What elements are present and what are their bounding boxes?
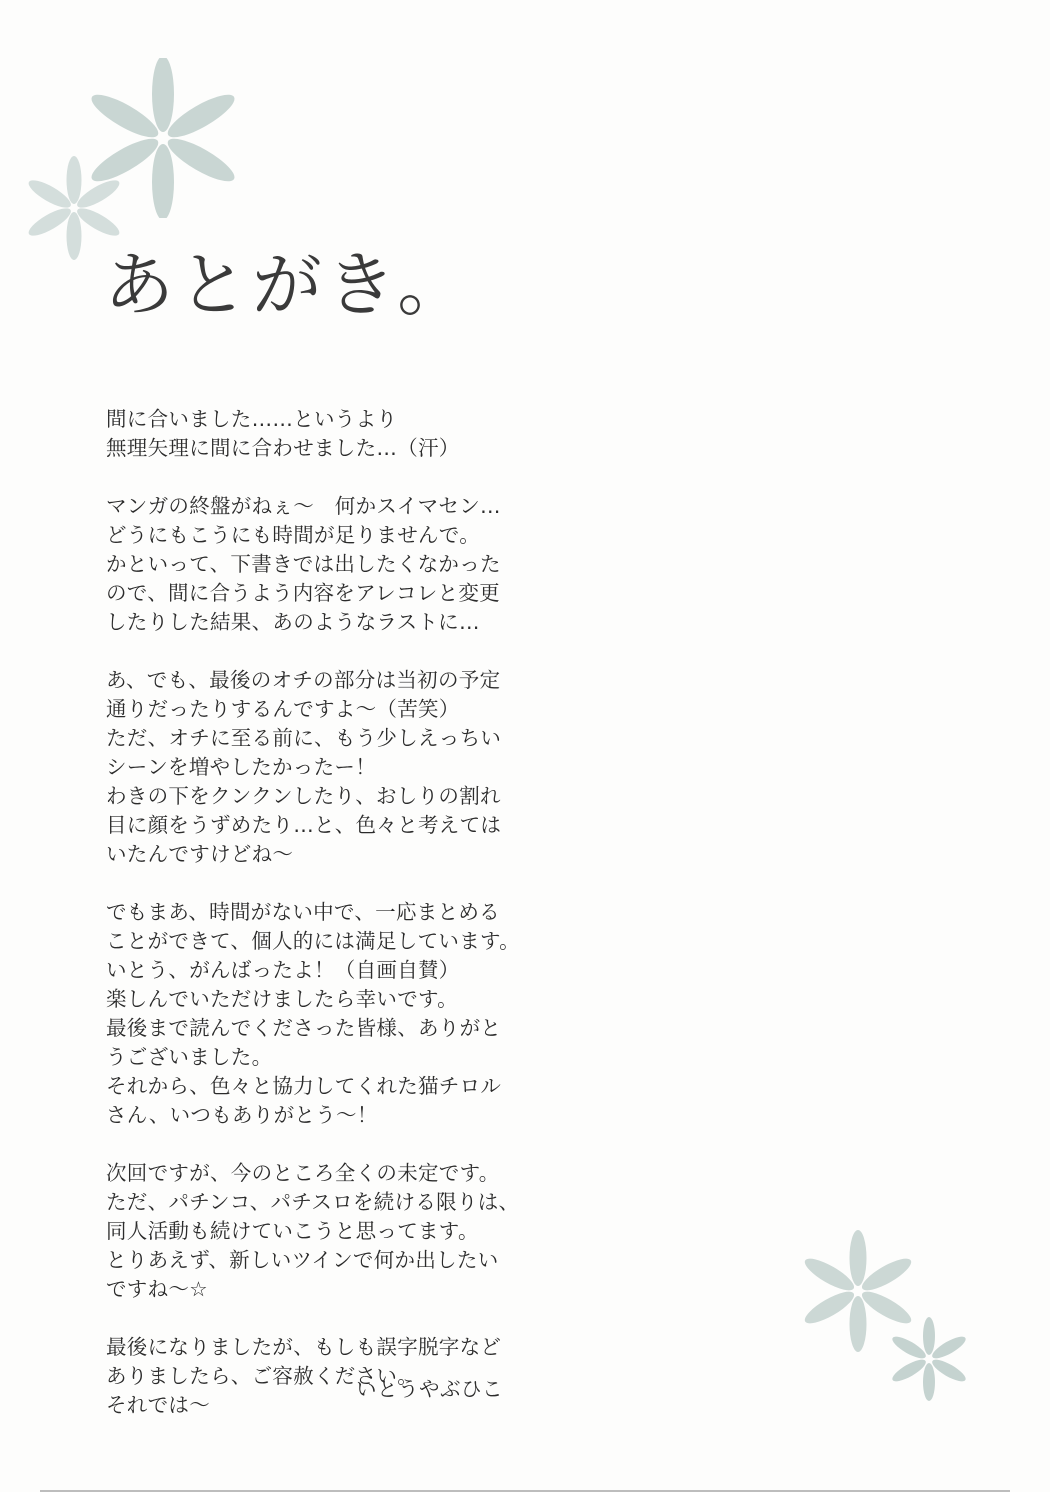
text-line: でもまあ、時間がない中で、一応まとめる: [106, 900, 500, 924]
text-line: 最後まで読んでくださった皆様、ありがと: [106, 1016, 502, 1040]
text-line: ありましたら、ご容赦ください。: [106, 1364, 418, 1388]
text-line: ことができて、個人的には満足しています。: [106, 929, 520, 953]
text-line: いとう、がんばったよ！（自画自賛）: [106, 958, 460, 982]
paragraph-4: [106, 898, 666, 1130]
text-line: いたんですけどね〜: [106, 842, 294, 866]
text-line: ので、間に合うよう内容をアレコレと変更: [106, 581, 500, 605]
flower-icon-small-bottom: [890, 1316, 968, 1402]
text-line: シーンを増やしたかったー！: [106, 755, 376, 779]
text-line: 通りだったりするんですよ〜（苦笑）: [106, 697, 460, 721]
text-line: 最後になりましたが、もしも誤字脱字など: [106, 1335, 502, 1359]
text-line: それから、色々と協力してくれた猫チロル: [106, 1074, 502, 1098]
text-line: ですね〜☆: [106, 1277, 208, 1301]
text-line: さん、いつもありがとう〜！: [106, 1103, 378, 1127]
afterword-body: [106, 405, 666, 1449]
text-line: 楽しんでいただけましたら幸いです。: [106, 987, 458, 1011]
text-line: どうにもこうにも時間が足りませんで。: [106, 523, 480, 547]
text-line: とりあえず、新しいツインで何か出したい: [106, 1248, 499, 1272]
text-line: あ、でも、最後のオチの部分は当初の予定: [106, 668, 501, 692]
text-line: 間に合いました……というより: [106, 407, 398, 431]
paragraph-1: [106, 405, 666, 463]
text-line: うございました。: [106, 1045, 273, 1069]
text-line: 同人活動も続けていこうと思ってます。: [106, 1219, 479, 1243]
paragraph-2: [106, 492, 666, 637]
text-line: わきの下をクンクンしたり、おしりの割れ: [106, 784, 501, 808]
text-line: ただ、オチに至る前に、もう少しえっちい: [106, 726, 502, 750]
text-line: マンガの終盤がねぇ〜 何かスイマセン…: [106, 494, 501, 518]
paragraph-5: [106, 1159, 666, 1304]
text-line: したりした結果、あのようなラストに…: [106, 610, 480, 634]
author-signature: いとうやぶひこ: [356, 1377, 503, 1401]
page-title: あとがき。: [104, 244, 472, 326]
text-line: 次回ですが、今のところ全くの未定です。: [106, 1161, 500, 1185]
text-line: それでは〜: [106, 1393, 210, 1417]
text-line: ただ、パチンコ、パチスロを続ける限りは、: [106, 1190, 520, 1214]
text-line: かといって、下書きでは出したくなかった: [106, 552, 501, 576]
text-line: 無理矢理に間に合わせました…（汗）: [106, 436, 460, 460]
paragraph-3: [106, 666, 666, 869]
text-line: 目に顔をうずめたり…と、色々と考えては: [106, 813, 502, 837]
